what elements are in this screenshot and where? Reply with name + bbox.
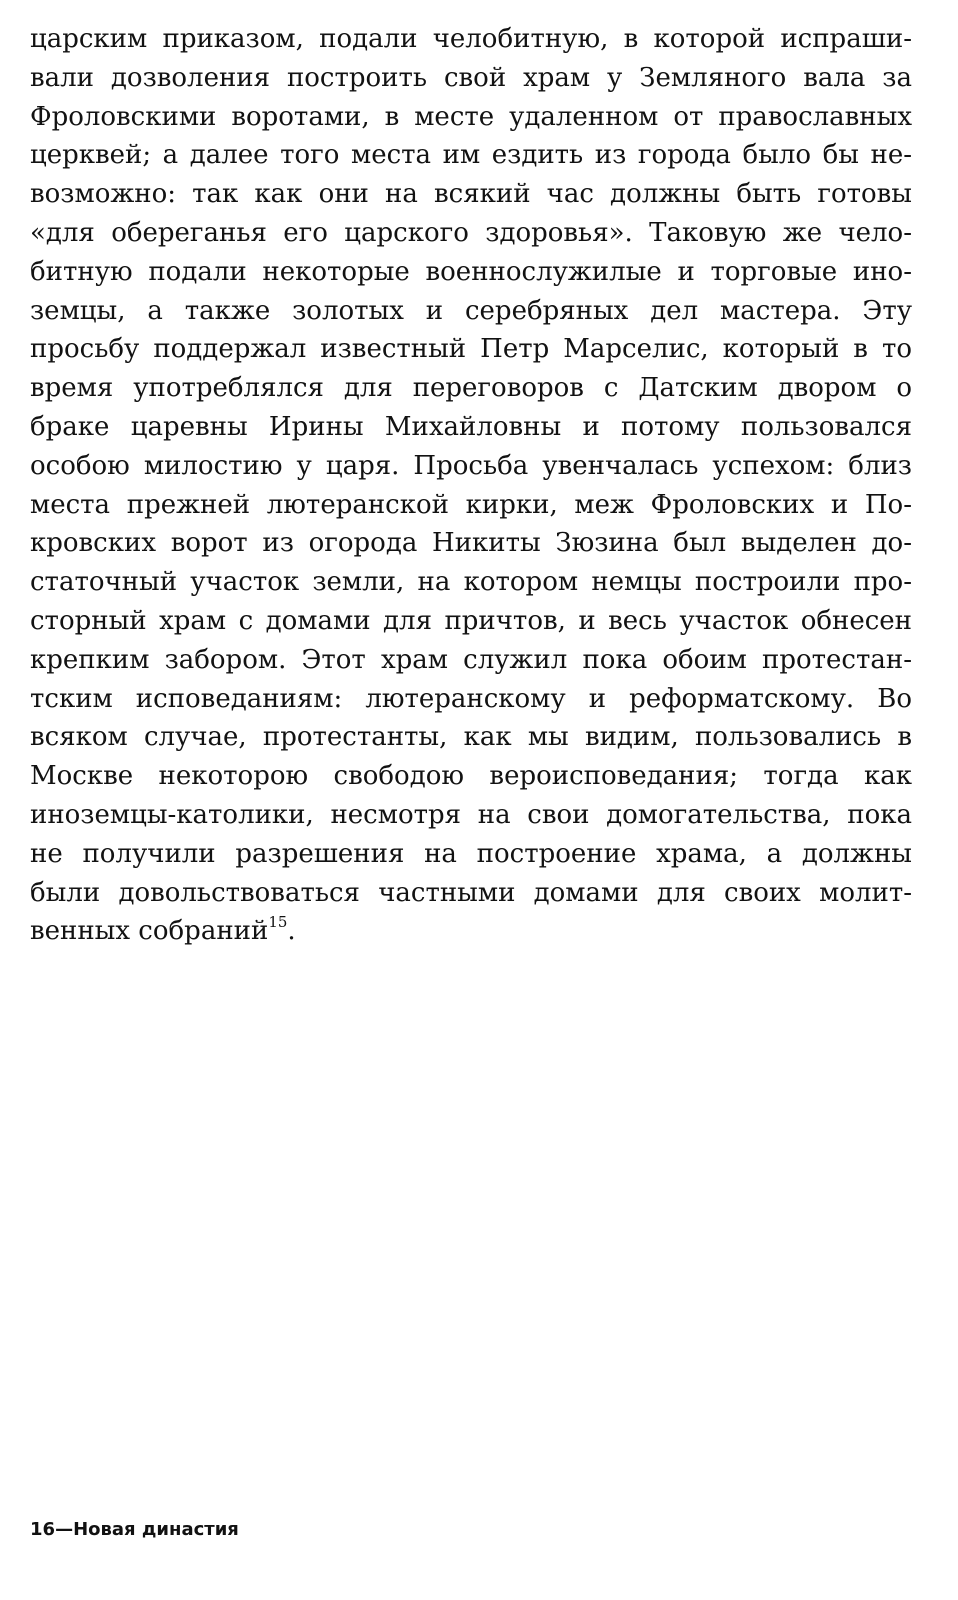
body-text [30, 20, 912, 951]
text-line: тским исповеданиям: лютеранскому и реформатскому. Во [30, 683, 912, 714]
text-line: просьбу поддержал известный Петр Марселис, который в то [30, 334, 912, 365]
footnote-reference[interactable]: 15 [268, 913, 288, 932]
text-line: были довольствоваться частными домами для своих молит- [30, 877, 912, 908]
running-title: Новая династия [73, 1519, 239, 1540]
text-line: битную подали некоторые военнослужилые и торговые ино- [30, 256, 912, 287]
text-line: особою милостию у царя. Просьба увенчалась успехом: близ [30, 450, 912, 481]
text-line: возможно: так как они на всякий час должны быть готовы [30, 179, 912, 210]
text-line: Москве некоторою свободою вероисповедания; тогда как [30, 761, 912, 792]
text-line: не получили разрешения на построение храма, а должны [30, 838, 912, 869]
text-line-content: венных собраний [30, 916, 269, 947]
text-line: кровских ворот из огорода Никиты Зюзина был выделен до- [30, 528, 912, 559]
final-punctuation: . [287, 916, 296, 947]
text-line: царским приказом, подали челобитную, в которой испраши- [30, 24, 912, 54]
text-line: земцы, а также золотых и серебряных дел мастера. Эту [30, 295, 912, 326]
footer-separator: — [55, 1519, 74, 1540]
page-number: 16 [30, 1519, 56, 1540]
text-line: церквей; а далее того места им ездить из города было бы не- [30, 140, 912, 171]
text-line: крепким забором. Этот храм служил пока обоим протестан- [30, 644, 912, 675]
text-line: сторный храм с домами для причтов, и весь участок обнесен [30, 605, 912, 636]
page-footer [30, 1518, 239, 1542]
text-line: иноземцы-католики, несмотря на свои домогательства, пока [30, 799, 912, 830]
text-line: вали дозволения построить свой храм у Земляного вала за [30, 62, 912, 93]
text-line: браке царевны Ирины Михайловны и потому пользовался [30, 411, 912, 442]
text-line: всяком случае, протестанты, как мы видим, пользовались в [30, 722, 912, 753]
text-line-last [30, 912, 912, 951]
text-line: Фроловскими воротами, в месте удаленном от православных [30, 101, 912, 132]
text-line: статочный участок земли, на котором немцы построили про- [30, 567, 912, 598]
text-line: время употреблялся для переговоров с Датским двором о [30, 373, 912, 404]
text-line: «для обереганья его царского здоровья». Таковую же чело- [30, 217, 912, 248]
text-line: места прежней лютеранской кирки, меж Фроловских и По- [30, 489, 912, 520]
